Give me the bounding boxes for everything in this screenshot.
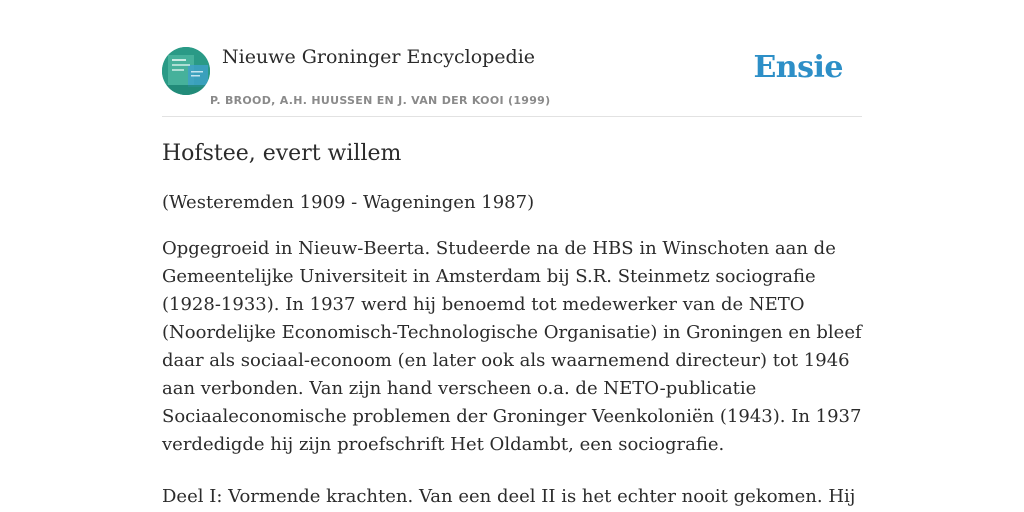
ensie-logo-link[interactable]: Ensie: [753, 50, 843, 85]
book-title[interactable]: Nieuwe Groninger Encyclopedie: [222, 46, 536, 68]
page-header: [162, 44, 862, 117]
book-cover-image: [162, 47, 210, 95]
entry-paragraph-2: Deel I: Vormende krachten. Van een deel II is het echter nooit gekomen. Hij: [162, 486, 856, 507]
book-cover-avatar[interactable]: [162, 47, 210, 95]
entry-title: Hofstee, evert willem: [162, 141, 402, 166]
entry-paragraph-1: Opgegroeid in Nieuw-Beerta. Studeerde na de HBS in Winschoten aan de Gemeentelijke Universiteit in Amsterdam bij S.R. Steinmetz sociografie (1928-1933). In 1937 werd hij benoemd tot medewerker van de NETO (Noordelijke Economisch-Technologische Organisatie) in Groningen en bleef daar als sociaal-econoom (en later ook als waarnemend directeur) tot 1946 aan verbonden. Van zijn hand verscheen o.a. de NETO-publicatie Sociaaleconomische problemen der Groninger Veenkoloniën (1943). In 1937 verdedigde hij zijn proefschrift Het Oldambt, een sociografie.: [162, 238, 862, 455]
book-authors: P. BROOD, A.H. HUUSSEN EN J. VAN DER KOOI (1999): [210, 94, 551, 107]
entry-lifespan: (Westeremden 1909 - Wageningen 1987): [162, 192, 535, 213]
article-body: [162, 136, 862, 511]
